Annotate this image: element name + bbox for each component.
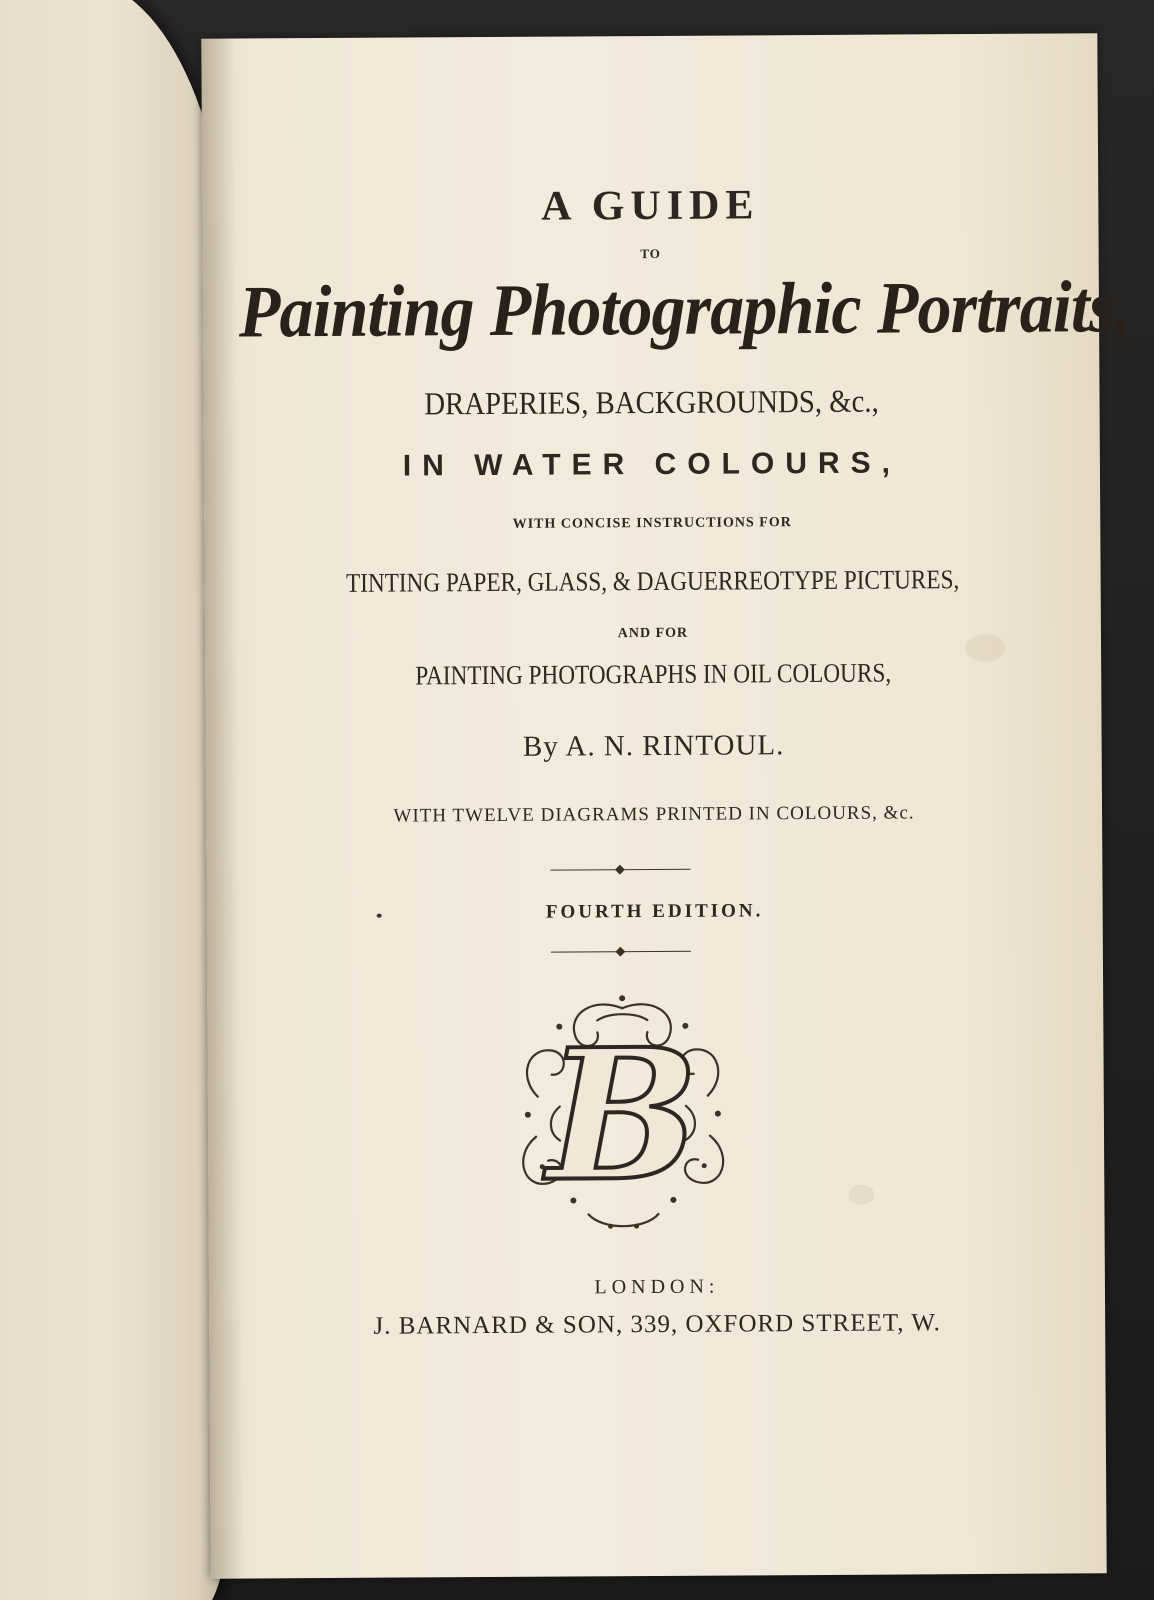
subtitle-with-concise: WITH CONCISE INSTRUCTIONS FOR <box>512 515 792 532</box>
imprint-city: LONDON: <box>594 1275 720 1299</box>
author-line: By A. N. RINTOUL. <box>522 729 785 763</box>
ornament-rule-top <box>550 864 690 877</box>
subtitle-draperies: DRAPERIES, BACKGROUNDS, &c., <box>424 382 879 422</box>
diagrams-line: WITH TWELVE DIAGRAMS PRINTED IN COLOURS, &c. <box>393 802 915 827</box>
title-line-to: TO <box>640 245 661 262</box>
subtitle-oil-colours: PAINTING PHOTOGRAPHS IN OIL COLOURS, <box>415 657 892 691</box>
subtitle-and-for: AND FOR <box>617 625 689 642</box>
svg-text:B: B <box>546 1009 700 1222</box>
subtitle-tinting: TINTING PAPER, GLASS, & DAGUERREOTYPE PICTURES, <box>345 564 960 598</box>
edition-line: FOURTH EDITION. <box>545 900 764 923</box>
paper-stain <box>848 1185 874 1205</box>
ornament-rule-bottom <box>551 946 691 959</box>
left-page <box>0 0 230 1600</box>
main-title: Painting Photographic Portraits, <box>238 266 1131 354</box>
title-page <box>201 33 1131 1578</box>
subtitle-water-colours: IN WATER COLOURS, <box>402 446 902 483</box>
publisher-monogram-icon <box>497 985 749 1237</box>
imprint-publisher: J. BARNARD & SON, 339, OXFORD STREET, W. <box>373 1309 941 1340</box>
title-line-a-guide: A GUIDE <box>541 182 760 230</box>
